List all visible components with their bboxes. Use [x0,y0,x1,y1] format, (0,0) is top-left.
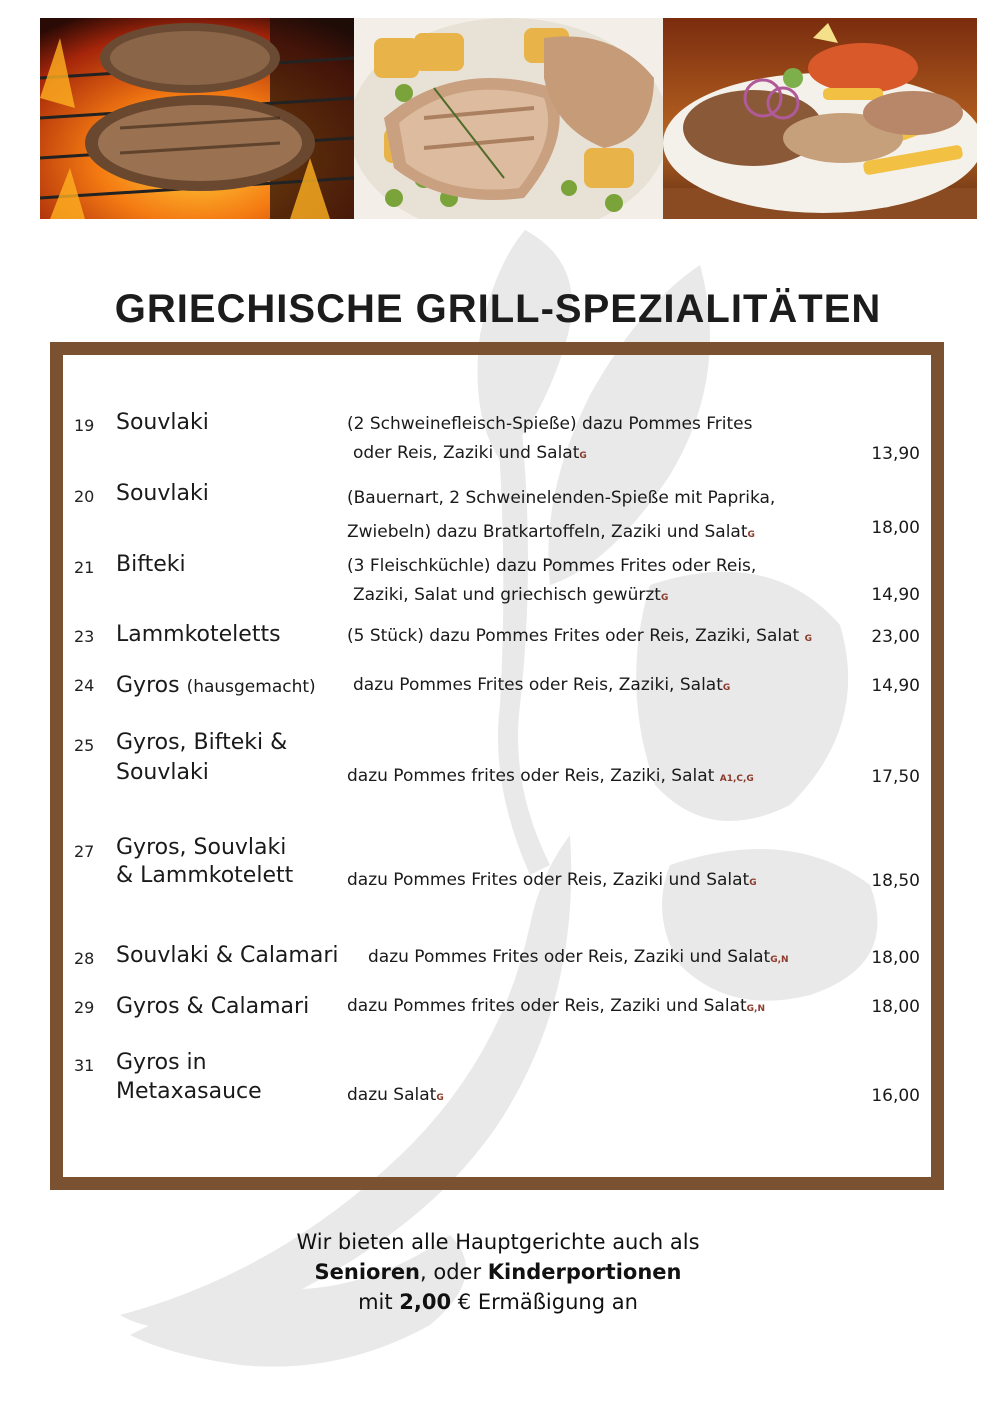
allergen-code: G [660,593,669,603]
item-description [347,866,757,898]
item-price: 17,50 [871,767,920,787]
item-description-text: dazu Pommes Frites oder Reis, Zaziki, Salat [353,675,723,695]
item-name [116,671,316,702]
footer-line-3 [0,1287,996,1317]
item-name-line: Gyros in [116,1050,207,1075]
item-price: 18,00 [871,997,920,1017]
item-name: Bifteki [116,552,186,577]
item-number: 20 [74,487,95,506]
item-number: 19 [74,416,95,435]
allergen-code: G [747,530,755,540]
item-description-line [353,671,730,703]
item-description-text: dazu Pommes Frites oder Reis, Zaziki und Salat [347,870,750,890]
item-description-text: dazu Pommes frites oder Reis, Zaziki, Salat [347,766,715,786]
item-number: 28 [74,949,95,968]
item-price: 13,90 [871,444,920,464]
item-price: 14,90 [871,585,920,605]
item-description-line: (2 Schweinefleisch-Spieße) dazu Pommes Frites [347,414,753,434]
item-description-line: (3 Fleischküchle) dazu Pommes Frites oder Reis, [347,556,757,576]
item-name: Souvlaki [116,481,209,506]
seniors-label: Senioren [314,1260,421,1284]
item-description-line [347,1081,444,1113]
item-description-line: (Bauernart, 2 Schweinelenden-Spieße mit Paprika, [347,488,776,508]
item-description-line [347,622,812,654]
item-description-text: (5 Stück) dazu Pommes Frites oder Reis, Zaziki, Salat [347,626,800,646]
item-number: 31 [74,1056,95,1075]
item-description [347,762,754,794]
allergen-code: G [749,878,757,888]
item-price: 18,00 [871,948,920,968]
item-name [116,728,287,788]
item-description-line [347,439,753,471]
item-number: 23 [74,627,95,646]
item-description-line [347,581,756,613]
item-name [116,834,293,890]
item-name-line: Souvlaki [116,760,209,785]
allergen-code: G [804,634,812,644]
item-name-line: Metaxasauce [116,1079,262,1104]
allergen-code: G,N [770,955,789,965]
item-description-line [368,943,789,975]
allergen-code: G [722,683,731,693]
item-price: 16,00 [871,1086,920,1106]
page-title: GRIECHISCHE GRILL-SPEZIALITÄTEN [114,287,882,331]
mixed-grill-plate-photo [663,18,977,219]
footer-with: mit [358,1290,400,1314]
item-description-text: dazu Salat [347,1085,437,1105]
item-price: 23,00 [871,627,920,647]
item-number: 25 [74,736,95,755]
footer-or: , oder [420,1260,488,1284]
item-name: Lammkoteletts [116,622,281,647]
item-description-line [347,992,765,1024]
allergen-code: G [436,1093,444,1103]
item-price: 18,00 [871,518,920,538]
item-name: Souvlaki & Calamari [116,943,339,968]
item-description [347,481,775,552]
allergen-code: A1,C,G [719,774,754,784]
item-description [353,671,730,703]
discount-amount: 2,00 [399,1290,452,1314]
item-number: 21 [74,558,95,577]
item-description [347,410,753,471]
item-description-text: dazu Pommes Frites oder Reis, Zaziki und Salat [368,947,771,967]
item-description [347,552,756,613]
kids-label: Kinderportionen [487,1260,682,1284]
item-name-text: Gyros [116,673,180,698]
allergen-code: G,N [746,1004,766,1014]
allergen-code: G [579,451,587,461]
item-name [116,1048,262,1106]
item-number: 27 [74,842,95,861]
item-name-line: Gyros, Souvlaki [116,835,287,860]
grilled-steaks-on-fire-photo [40,18,354,219]
item-number: 24 [74,676,95,695]
item-price: 14,90 [871,676,920,696]
item-name: Souvlaki [116,410,209,435]
item-price: 18,50 [871,871,920,891]
item-name: Gyros & Calamari [116,994,310,1019]
item-description [347,622,812,654]
item-description [368,943,789,975]
item-description [347,992,765,1024]
photo-strip [40,18,977,219]
item-description-line [347,515,775,552]
lamb-chops-with-potatoes-photo [354,18,663,219]
item-name-line: Gyros, Bifteki & [116,730,288,755]
item-name-line: & Lammkotelett [116,863,294,888]
item-name-note: (hausgemacht) [186,677,316,697]
footer-line-2 [0,1257,996,1287]
item-description-text: dazu Pommes frites oder Reis, Zaziki und Salat [347,996,747,1016]
item-number: 29 [74,998,95,1017]
item-description-line [347,762,754,794]
item-description-line [347,866,757,898]
item-description-text: oder Reis, Zaziki und Salat [353,443,580,463]
footer-line-1: Wir bieten alle Hauptgerichte auch als [296,1230,700,1254]
item-description-text: Zwiebeln) dazu Bratkartoffeln, Zaziki und Salat [347,522,748,542]
footer-rest: € Ermäßigung an [451,1290,638,1314]
item-description [347,1081,444,1113]
portion-discount-note [0,1227,996,1317]
item-description-text: Zaziki, Salat und griechisch gewürzt [353,585,661,605]
